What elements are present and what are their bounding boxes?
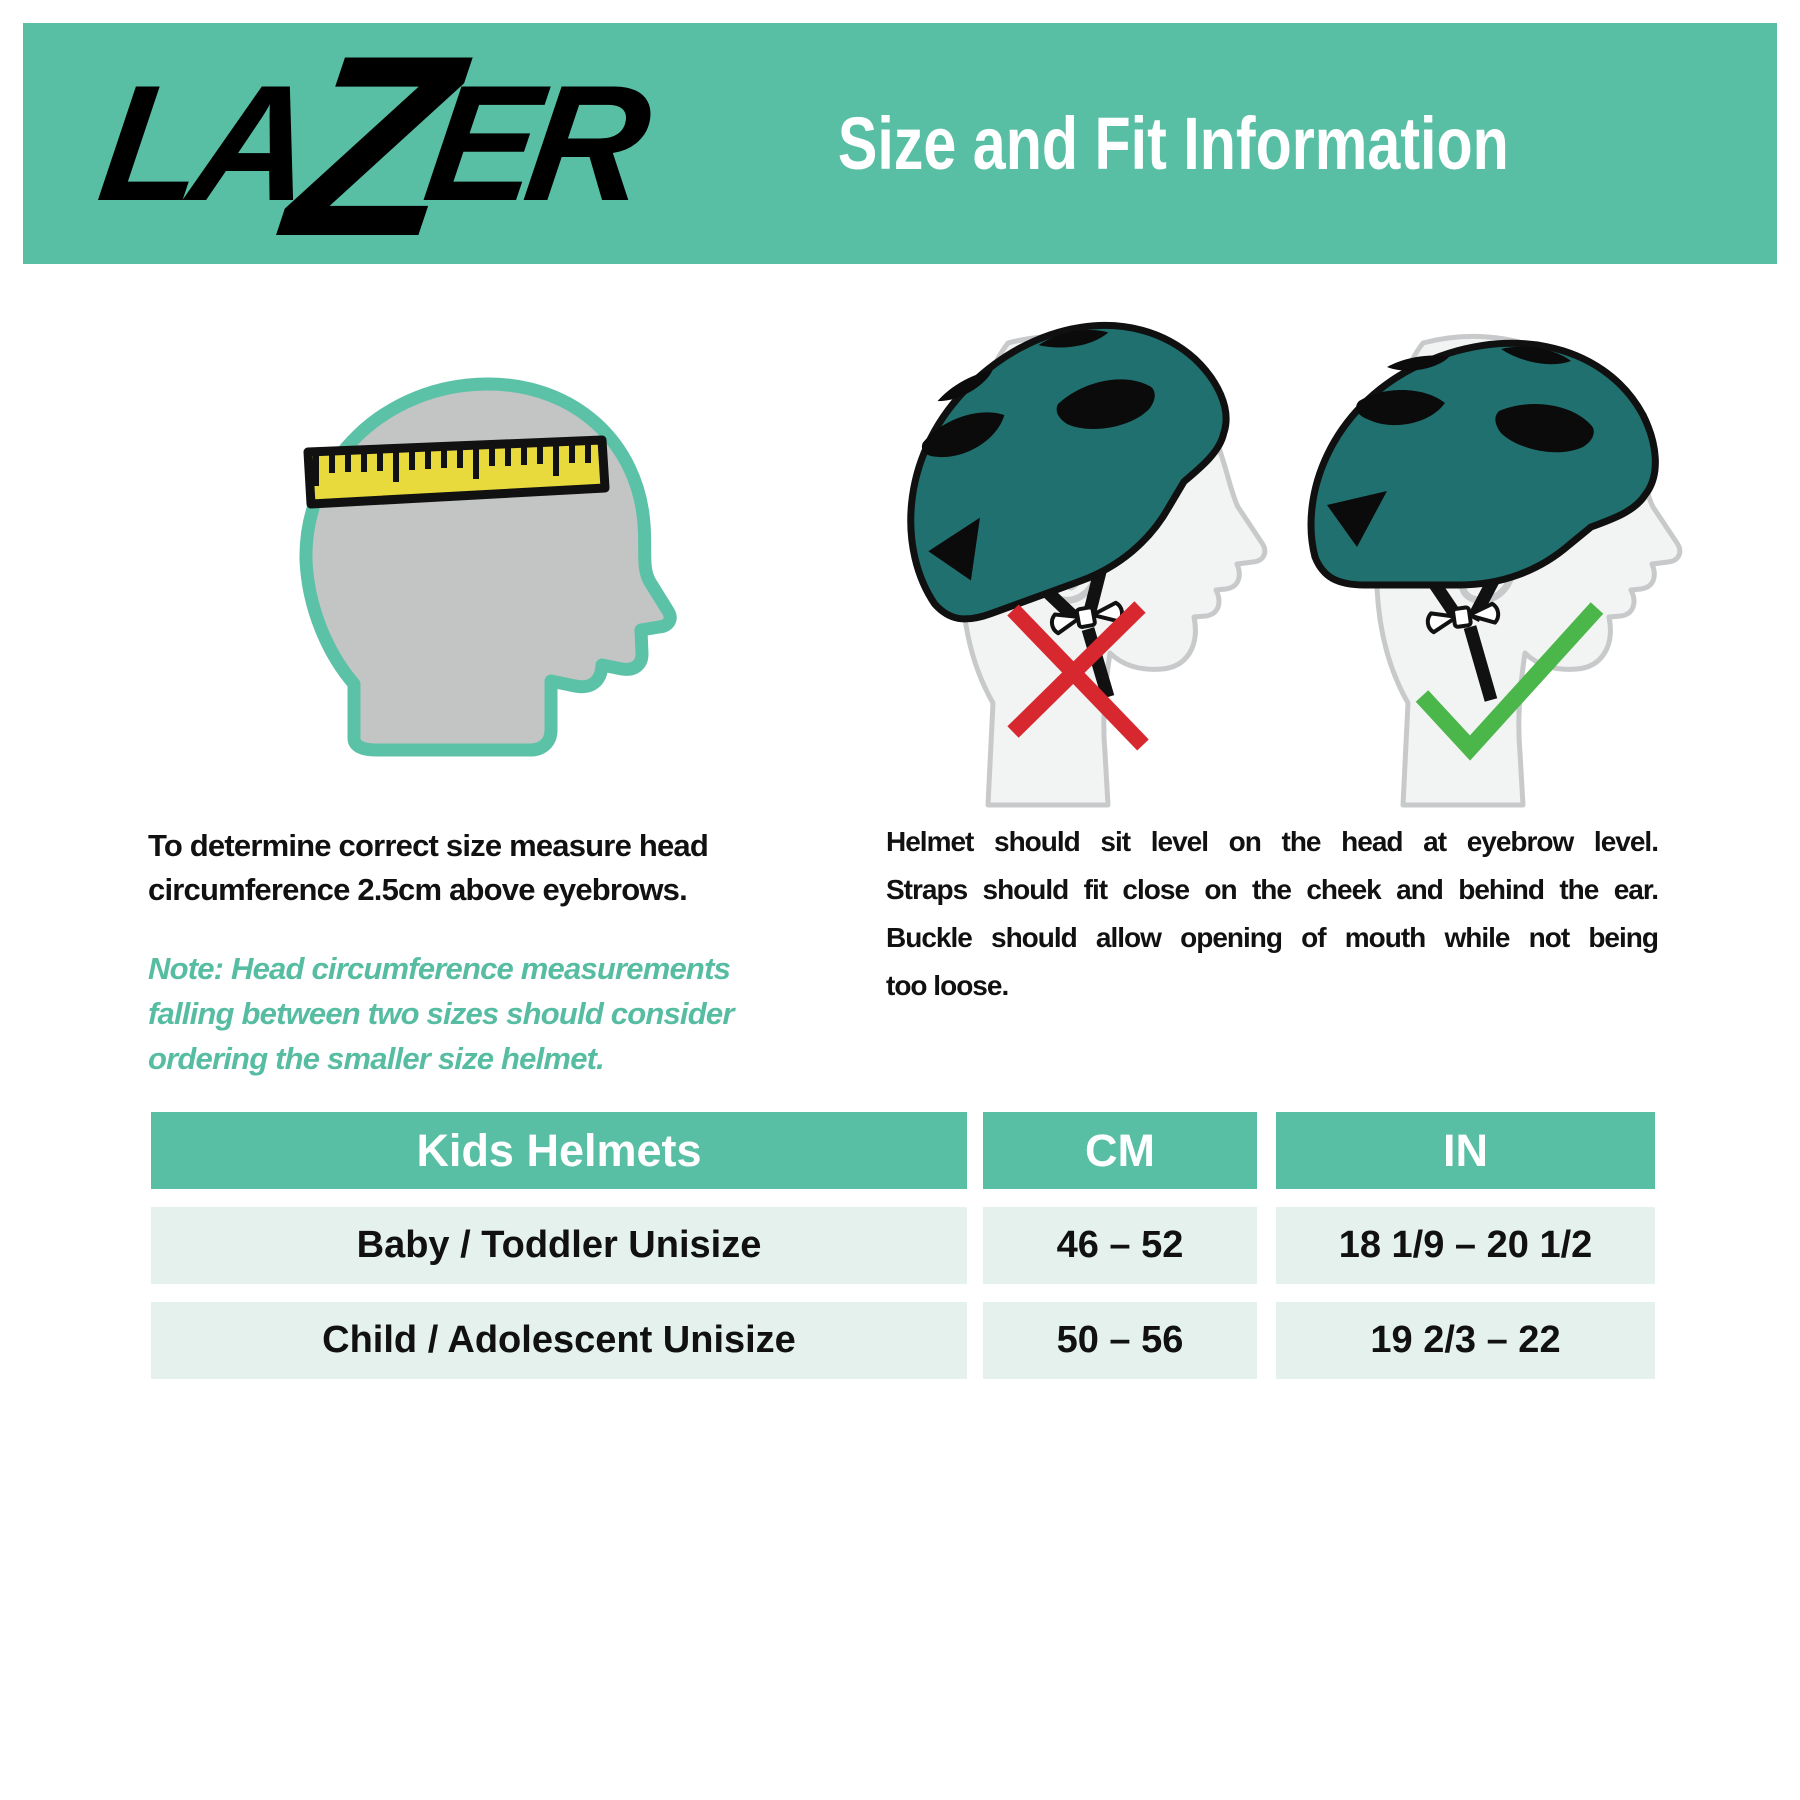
row-in-value: 18 1/9 – 20 1/2 xyxy=(1276,1207,1655,1284)
column-header-in: IN xyxy=(1276,1112,1655,1189)
head-measure-illustration xyxy=(250,340,670,760)
header-banner xyxy=(23,0,1777,290)
logo-text-er: ER xyxy=(415,51,651,235)
page-title: Size and Fit Information xyxy=(837,102,1509,185)
table-row xyxy=(151,1302,1655,1379)
table-row xyxy=(151,1207,1655,1284)
row-in-value: 19 2/3 – 22 xyxy=(1276,1302,1655,1379)
measuring-tape xyxy=(308,440,605,504)
column-header-kids-helmets: Kids Helmets xyxy=(151,1112,967,1189)
row-cm-value: 50 – 56 xyxy=(983,1302,1257,1379)
column-header-cm: CM xyxy=(983,1112,1257,1189)
measure-instruction: To determine correct size measure head circumference 2.5cm above eyebrows. xyxy=(148,828,708,907)
row-cm-value: 46 – 52 xyxy=(983,1207,1257,1284)
helmet-tilted-illustration xyxy=(880,285,1310,805)
row-label: Baby / Toddler Unisize xyxy=(151,1207,967,1284)
logo-text-la: LA xyxy=(90,51,316,235)
row-label: Child / Adolescent Unisize xyxy=(151,1302,967,1379)
size-table xyxy=(151,1112,1655,1397)
helmet-level-illustration xyxy=(1295,285,1725,805)
table-header-row xyxy=(151,1112,1655,1189)
head-silhouette xyxy=(306,384,670,750)
logo-text-z: Z xyxy=(274,0,463,290)
fit-instruction: Helmet should sit level on the head at eyebrow level. Straps should fit close on the cheek and behind the ear. Buckle should allow opening of mouth while not being too loose. xyxy=(886,826,1658,1001)
lazer-logo xyxy=(86,0,655,290)
sizing-note: Note: Head circumference measurements falling between two sizes should consider ordering the smaller size helmet. xyxy=(148,951,734,1076)
